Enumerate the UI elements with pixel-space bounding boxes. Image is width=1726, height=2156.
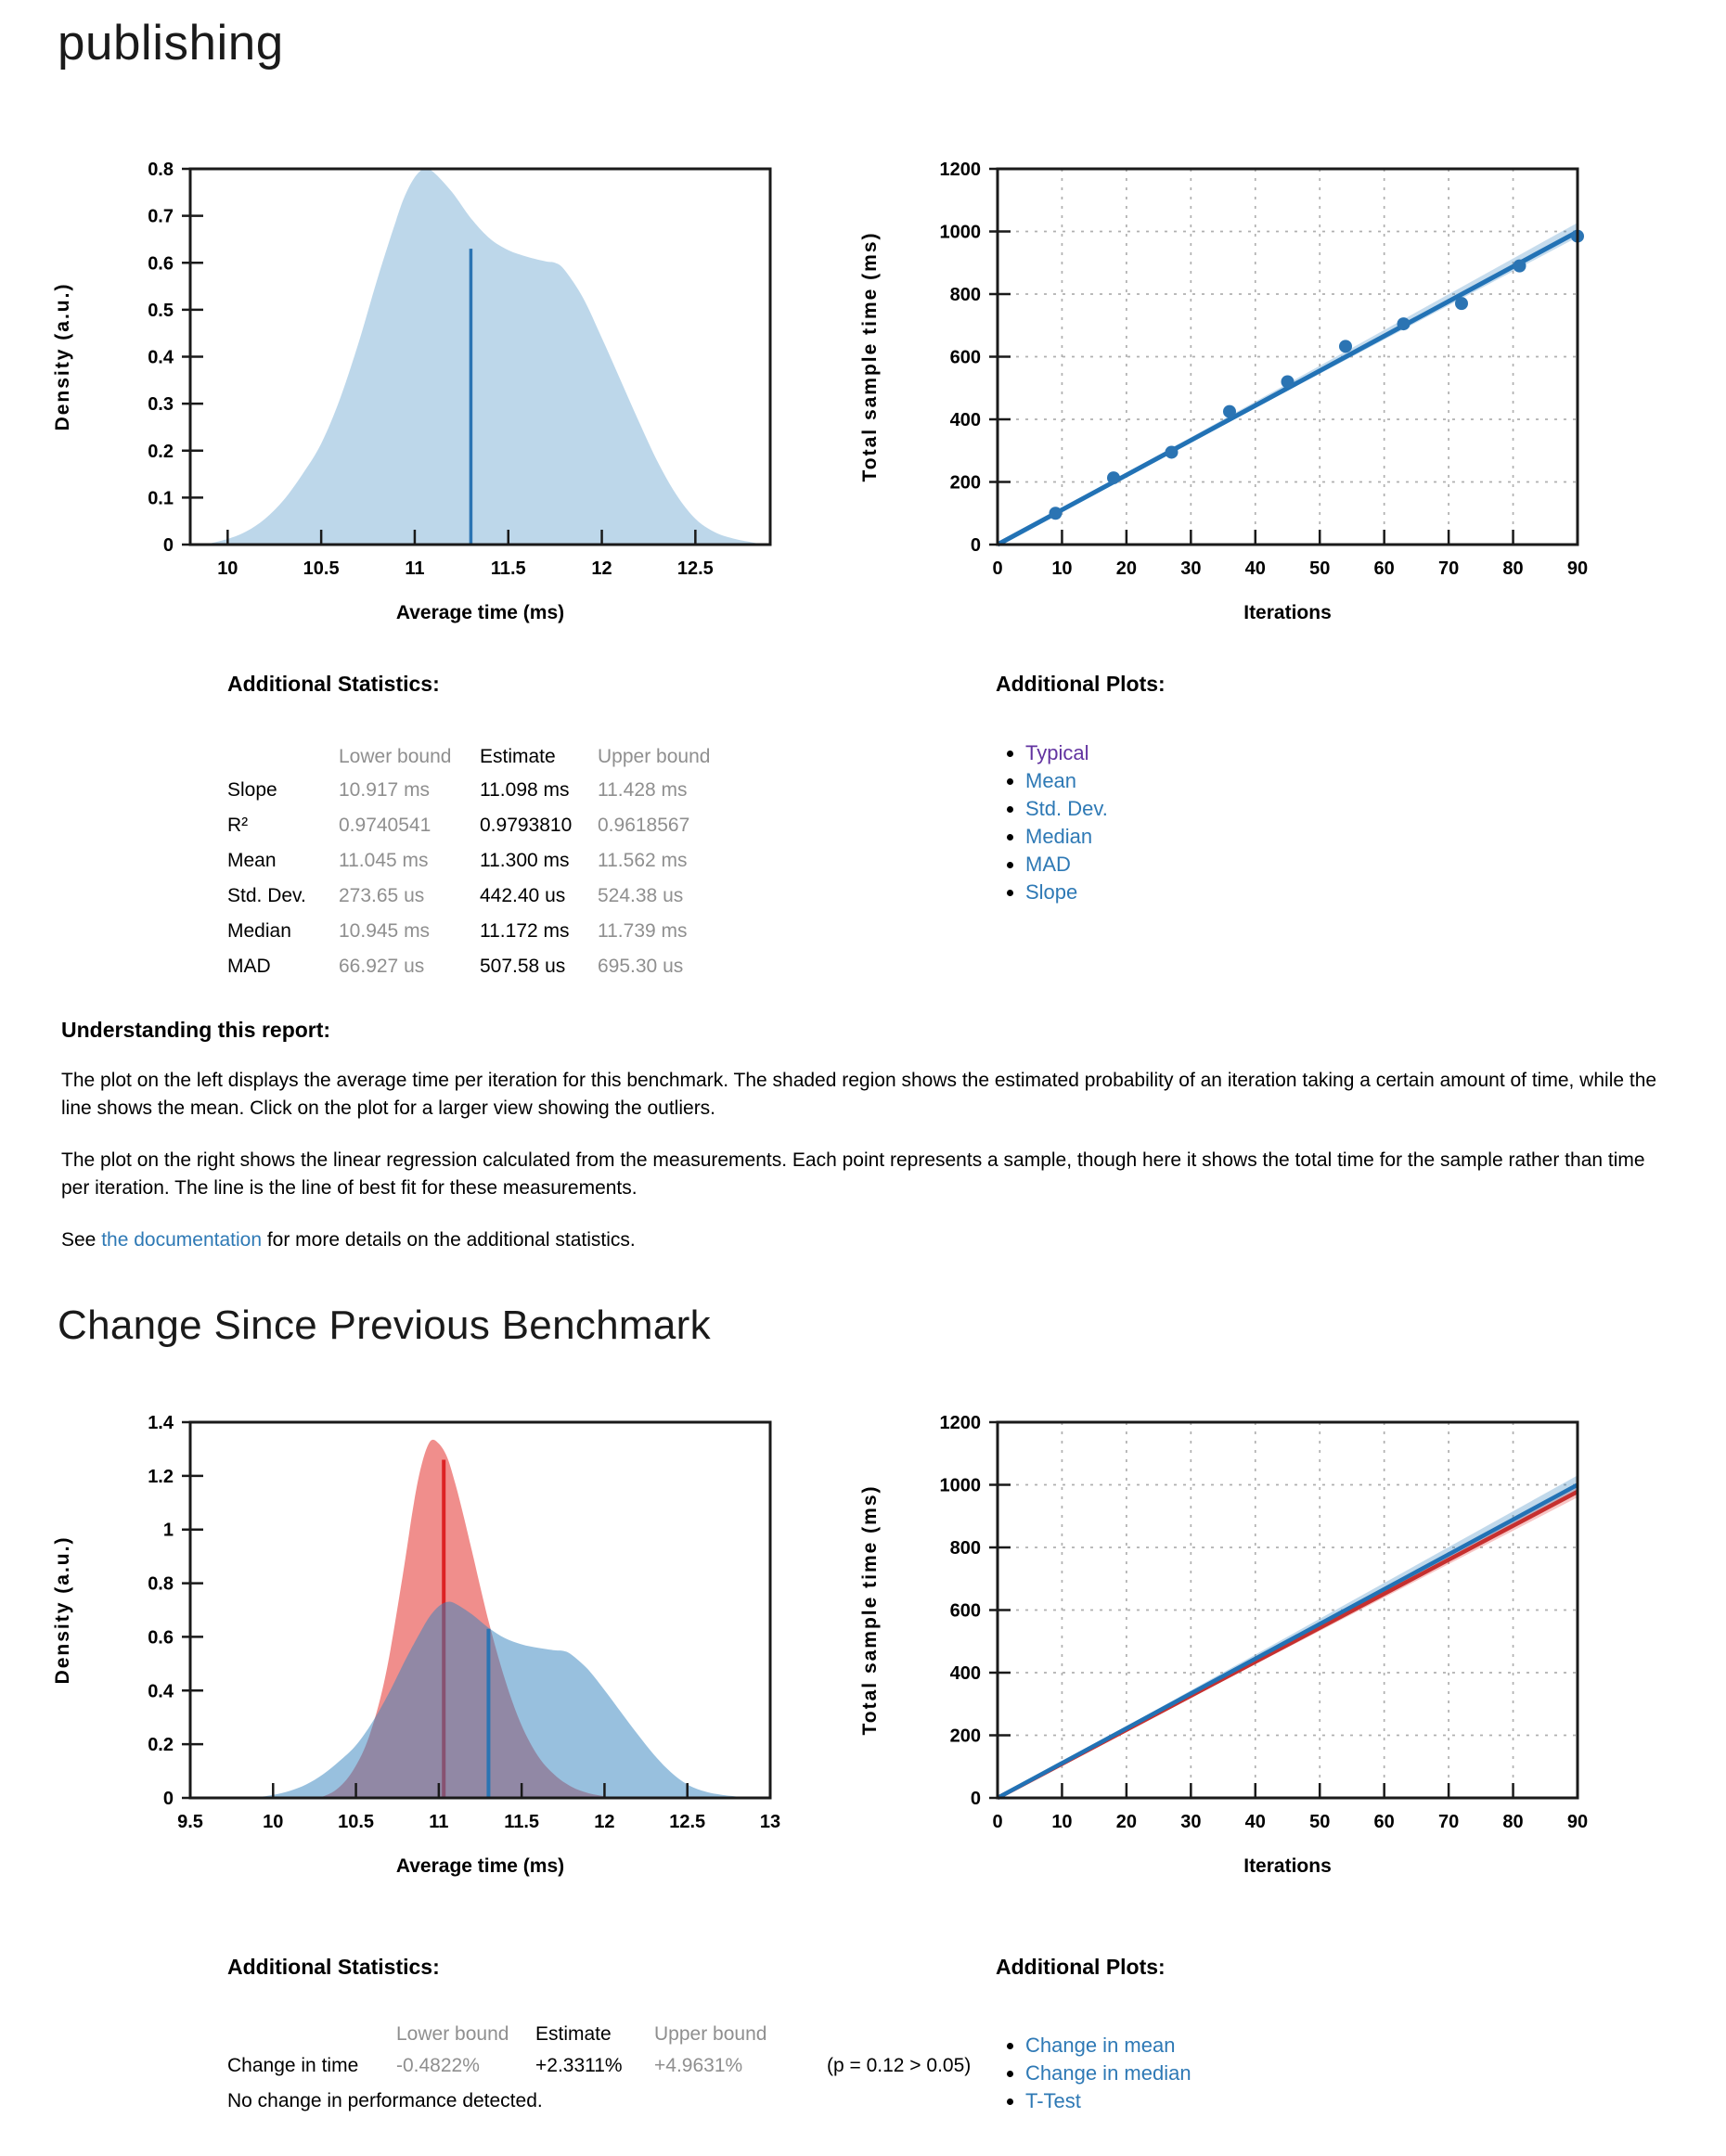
plot-link[interactable]: Mean xyxy=(1025,769,1077,792)
additional-plots-heading: Additional Plots: xyxy=(996,1955,1166,1979)
y-tick-label: 1 xyxy=(162,1520,174,1541)
y-tick-label: 1000 xyxy=(939,1475,981,1496)
x-tick-label: 11 xyxy=(405,558,425,579)
x-tick-label: 40 xyxy=(1244,1812,1266,1832)
x-tick-label: 11.5 xyxy=(490,558,526,579)
x-tick-label: 11 xyxy=(429,1812,449,1832)
y-tick-label: 0.4 xyxy=(148,347,174,368)
additional-plots-heading: Additional Plots: xyxy=(996,672,1166,696)
column-header-estimate: Estimate xyxy=(535,2023,612,2045)
x-tick-label: 12.5 xyxy=(676,558,714,579)
plot-link-item xyxy=(1025,767,1726,795)
y-tick-label: 200 xyxy=(949,1726,981,1747)
page-title: publishing xyxy=(58,16,284,71)
sample-point xyxy=(1166,445,1179,458)
plot-link[interactable]: T-Test xyxy=(1025,2089,1081,2112)
y-tick-label: 800 xyxy=(949,1538,981,1559)
stat-label: Std. Dev. xyxy=(227,885,306,906)
y-tick-label: 0 xyxy=(970,1789,981,1809)
change-section-title: Change Since Previous Benchmark xyxy=(58,1303,711,1348)
x-tick-label: 10 xyxy=(217,558,238,579)
y-tick-label: 1200 xyxy=(939,1413,981,1433)
corner-cell xyxy=(227,2019,396,2050)
stat-label: Mean xyxy=(227,850,277,871)
y-tick-label: 0.5 xyxy=(148,300,174,321)
y-tick-label: 0 xyxy=(162,1789,174,1809)
p-value: (p = 0.12 > 0.05) xyxy=(827,2055,972,2076)
change-lower-bound: -0.4822% xyxy=(396,2055,480,2076)
y-axis-title: Density (a.u.) xyxy=(52,1535,73,1685)
x-tick-label: 10.5 xyxy=(303,558,340,579)
density-comparison-plot-link[interactable] xyxy=(37,1397,807,1912)
x-axis-title: Iterations xyxy=(1243,602,1332,623)
x-axis-title: Iterations xyxy=(1243,1855,1332,1877)
charts-row-2 xyxy=(37,1397,1726,1912)
y-tick-label: 0.2 xyxy=(148,1735,174,1756)
x-tick-label: 80 xyxy=(1502,558,1524,579)
y-tick-label: 0.1 xyxy=(148,488,174,509)
stat-lower-bound: 10.945 ms xyxy=(339,920,431,942)
x-tick-label: 20 xyxy=(1115,1812,1138,1832)
stat-upper-bound: 695.30 us xyxy=(598,956,684,977)
x-tick-label: 70 xyxy=(1437,558,1460,579)
y-tick-label: 0.8 xyxy=(148,1573,174,1595)
x-axis-title: Average time (ms) xyxy=(395,602,565,623)
x-tick-label: 12 xyxy=(591,558,612,579)
y-tick-label: 600 xyxy=(949,1600,981,1622)
plot-link[interactable]: Slope xyxy=(1025,880,1078,904)
y-tick-label: 0.2 xyxy=(148,441,174,462)
column-header-estimate: Estimate xyxy=(480,746,556,767)
documentation-link[interactable]: the documentation xyxy=(101,1229,262,1251)
x-tick-label: 50 xyxy=(1309,1812,1331,1832)
y-tick-label: 0.4 xyxy=(148,1681,174,1702)
y-axis-title: Total sample time (ms) xyxy=(859,1484,881,1736)
y-tick-label: 400 xyxy=(949,410,981,430)
x-tick-label: 20 xyxy=(1115,558,1138,579)
understanding-heading: Understanding this report: xyxy=(61,1018,331,1042)
benchmark-report xyxy=(0,15,1726,2115)
stat-label: R² xyxy=(227,815,249,836)
y-tick-label: 0.6 xyxy=(148,253,174,275)
stats-row-1 xyxy=(0,672,1726,984)
x-tick-label: 10 xyxy=(263,1812,284,1832)
stat-label: Slope xyxy=(227,779,277,801)
x-axis-title: Average time (ms) xyxy=(395,1855,565,1877)
x-tick-label: 50 xyxy=(1309,558,1331,579)
y-tick-label: 0 xyxy=(162,535,174,556)
current-fit-line xyxy=(998,1485,1578,1799)
y-tick-label: 0.6 xyxy=(148,1627,174,1649)
sample-point xyxy=(1050,507,1063,520)
understanding-paragraph-3 xyxy=(61,1226,1665,1254)
stat-upper-bound: 11.562 ms xyxy=(598,850,688,871)
y-tick-label: 1.2 xyxy=(148,1466,174,1487)
stat-lower-bound: 11.045 ms xyxy=(339,850,429,871)
y-tick-label: 0.8 xyxy=(148,160,174,180)
y-tick-label: 1.4 xyxy=(148,1413,174,1433)
x-tick-label: 70 xyxy=(1437,1812,1460,1832)
change-stats-grid xyxy=(227,2019,972,2082)
stat-estimate: 11.098 ms xyxy=(480,779,570,801)
plot-link-item xyxy=(1025,739,1726,767)
y-tick-label: 0.7 xyxy=(148,206,174,227)
y-tick-label: 0.3 xyxy=(148,394,174,416)
y-axis-title: Total sample time (ms) xyxy=(859,231,881,482)
y-tick-label: 400 xyxy=(949,1663,981,1684)
x-tick-label: 10 xyxy=(1051,558,1073,579)
density-comparison-plot xyxy=(37,1397,807,1912)
plot-link-item xyxy=(1025,2087,1726,2115)
plot-link-item xyxy=(1025,879,1726,906)
sample-point xyxy=(1107,471,1120,484)
regression-comparison-plot-link[interactable] xyxy=(844,1397,1615,1912)
sample-point xyxy=(1339,340,1352,353)
additional-plots-2 xyxy=(863,1955,1726,2115)
stat-estimate: 11.300 ms xyxy=(480,850,570,871)
x-tick-label: 90 xyxy=(1566,558,1589,579)
sample-point xyxy=(1398,317,1410,330)
sample-point xyxy=(1455,297,1468,310)
stat-label: Median xyxy=(227,920,291,942)
stats-grid-1 xyxy=(227,741,863,984)
additional-plots-1 xyxy=(863,672,1726,984)
plot-link-item xyxy=(1025,823,1726,851)
stat-estimate: 442.40 us xyxy=(480,885,566,906)
stat-estimate: 11.172 ms xyxy=(480,920,570,942)
stat-lower-bound: 10.917 ms xyxy=(339,779,431,801)
current-pdf-area xyxy=(253,1602,747,1798)
plot-link[interactable]: Change in median xyxy=(1025,2061,1191,2085)
column-header-lower: Lower bound xyxy=(396,2023,509,2045)
stat-lower-bound: 0.9740541 xyxy=(339,815,432,836)
additional-statistics-1 xyxy=(0,672,863,984)
x-tick-label: 13 xyxy=(759,1812,781,1832)
change-row-label: Change in time xyxy=(227,2055,359,2076)
plot-link-item xyxy=(1025,2060,1726,2087)
plot-link-item xyxy=(1025,851,1726,879)
stats-row-2 xyxy=(0,1955,1726,2115)
see-text: See xyxy=(61,1229,102,1251)
sample-point xyxy=(1513,260,1526,273)
plot-link[interactable]: Change in mean xyxy=(1025,2034,1176,2057)
y-tick-label: 800 xyxy=(949,285,981,305)
additional-statistics-heading: Additional Statistics: xyxy=(227,1955,440,1979)
density-plot xyxy=(37,144,807,659)
x-tick-label: 80 xyxy=(1502,1812,1524,1832)
plot-links-list-2 xyxy=(996,2032,1726,2115)
stat-upper-bound: 11.428 ms xyxy=(598,779,688,801)
sample-point xyxy=(1223,405,1236,418)
density-plot-link[interactable] xyxy=(37,144,807,659)
x-tick-label: 12 xyxy=(594,1812,615,1832)
plot-links-list-1 xyxy=(996,739,1726,906)
stat-estimate: 507.58 us xyxy=(480,956,566,977)
additional-statistics-2 xyxy=(0,1955,972,2115)
conclusion-text: No change in performance detected. xyxy=(227,2090,543,2111)
y-tick-label: 1200 xyxy=(939,160,981,180)
details-text: for more details on the additional statistics. xyxy=(262,1229,636,1251)
understanding-paragraph-2: The plot on the right shows the linear regression calculated from the measurements. Each point represents a sample, though here it shows the total time for the sample rather than time per iteration. The line is the line of best fit for these measurements. xyxy=(61,1149,1645,1199)
pdf-area xyxy=(205,169,763,545)
sample-point xyxy=(1282,376,1294,389)
plot-link[interactable]: MAD xyxy=(1025,853,1071,876)
y-tick-label: 0 xyxy=(970,535,981,556)
column-header-lower: Lower bound xyxy=(339,746,452,767)
regression-comparison-plot xyxy=(844,1397,1615,1912)
stat-upper-bound: 0.9618567 xyxy=(598,815,690,836)
stat-estimate: 0.9793810 xyxy=(480,815,573,836)
y-axis-title: Density (a.u.) xyxy=(52,282,73,431)
regression-plot-link[interactable] xyxy=(844,144,1615,659)
plot-link[interactable]: Std. Dev. xyxy=(1025,797,1108,820)
x-tick-label: 30 xyxy=(1180,558,1202,579)
stat-upper-bound: 11.739 ms xyxy=(598,920,688,942)
change-upper-bound: +4.9631% xyxy=(654,2055,743,2076)
x-tick-label: 0 xyxy=(992,1812,1003,1832)
x-tick-label: 60 xyxy=(1373,1812,1395,1832)
y-tick-label: 600 xyxy=(949,347,981,368)
x-tick-label: 10 xyxy=(1051,1812,1073,1832)
plot-link-item xyxy=(1025,2032,1726,2060)
corner-cell xyxy=(227,741,339,773)
column-header-upper: Upper bound xyxy=(654,2023,767,2045)
y-tick-label: 1000 xyxy=(939,222,981,243)
understanding-section xyxy=(61,1018,1665,1254)
stat-label: MAD xyxy=(227,956,271,977)
y-tick-label: 200 xyxy=(949,472,981,494)
x-tick-label: 11.5 xyxy=(504,1812,540,1832)
plot-link[interactable]: Typical xyxy=(1025,741,1089,764)
x-tick-label: 30 xyxy=(1180,1812,1202,1832)
understanding-paragraph-1: The plot on the left displays the average time per iteration for this benchmark. The shaded region shows the estimated probability of an iteration taking a certain amount of time, while the line shows the mean. Click on the plot for a larger view showing the outliers. xyxy=(61,1070,1657,1119)
plot-link[interactable]: Median xyxy=(1025,825,1093,848)
x-tick-label: 60 xyxy=(1373,558,1395,579)
x-tick-label: 90 xyxy=(1566,1812,1589,1832)
x-tick-label: 9.5 xyxy=(177,1812,203,1832)
x-tick-label: 12.5 xyxy=(669,1812,706,1832)
stat-lower-bound: 66.927 us xyxy=(339,956,425,977)
change-estimate: +2.3311% xyxy=(535,2055,623,2076)
charts-row-1 xyxy=(37,144,1726,659)
additional-statistics-heading: Additional Statistics: xyxy=(227,672,440,696)
x-tick-label: 0 xyxy=(992,558,1003,579)
stat-upper-bound: 524.38 us xyxy=(598,885,684,906)
column-header-upper: Upper bound xyxy=(598,746,711,767)
x-tick-label: 40 xyxy=(1244,558,1266,579)
x-tick-label: 10.5 xyxy=(338,1812,375,1832)
stat-lower-bound: 273.65 us xyxy=(339,885,425,906)
plot-link-item xyxy=(1025,795,1726,823)
regression-plot xyxy=(844,144,1615,659)
